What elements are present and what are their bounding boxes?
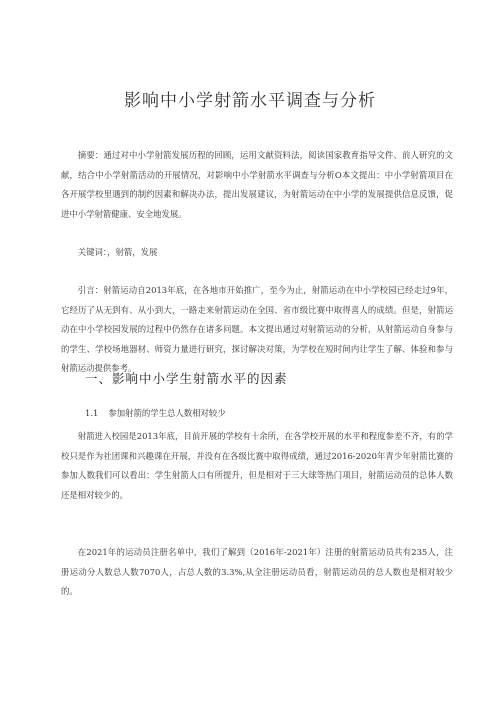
section-heading: 一、影响中小学生射箭水平的因素: [85, 371, 288, 386]
body-paragraph-1: 射箭进入校园是2013年底，目前开展的学校有十余所，在各学校开展的水平和程度参差不齐，有的学校只是作为社团课和兴趣课在开展，并没有在各级比赛中取得成绩，通过2016-2020年青少年射箭比赛的参加人数我们可以看出：学生射箭人口有所提升，但是相对于三大球等热门项目，射箭运动员的总体人数还是相对较少的。: [61, 431, 453, 500]
keywords-line: 关键词：，射箭，发展: [77, 247, 158, 257]
document-title: 影响中小学射箭水平调查与分析: [124, 91, 376, 111]
subsection-number: 1.1: [85, 408, 99, 418]
introduction-paragraph: 引言：射箭运动自2013年底，在各地市开始推广，至今为止，射箭运动在中小学校园已经走过9年，它经历了从无到有、从小到大，一路走来射箭运动在全国、省市级比赛中取得喜人的成绩。但是，射箭运动在中小学校园发展的过程中仍然存在诸多问题。本文提出通过对射箭运动的分析，从射箭运动自身参与的学生、学校场地器材、师资力量进行研究，探讨解决对策，为学校在短时间内让学生了解、体验和参与射箭运动提供参考。: [61, 285, 453, 373]
subsection-title: 参加射箭的学生总人数相对较少: [108, 408, 226, 418]
body-paragraph-2: 在2021年的运动员注册名单中，我们了解到（2016年-2021年）注册的射箭运动员共有235人，注册运动分人数总人数7070人，占总人数的3.3%,从全注册运动员看，射箭运动员的总人数也是相对较少的。: [61, 547, 453, 596]
abstract-paragraph: 摘要：通过对中小学射箭发展历程的回顾，运用文献资料法，阅读国家教育指导文件、前人研究的文献，结合中小学射箭活动的开展情况，对影响中小学射箭水平调查与分析O本文提出：中小学射箭项目在各开展学校里遇到的制约因素和解决办法，提出发展建议，为射箭运动在中小学的发展提供信息反馈，促进中小学射箭健康、安全地发展。: [61, 150, 453, 219]
subsection-heading: [85, 407, 226, 419]
